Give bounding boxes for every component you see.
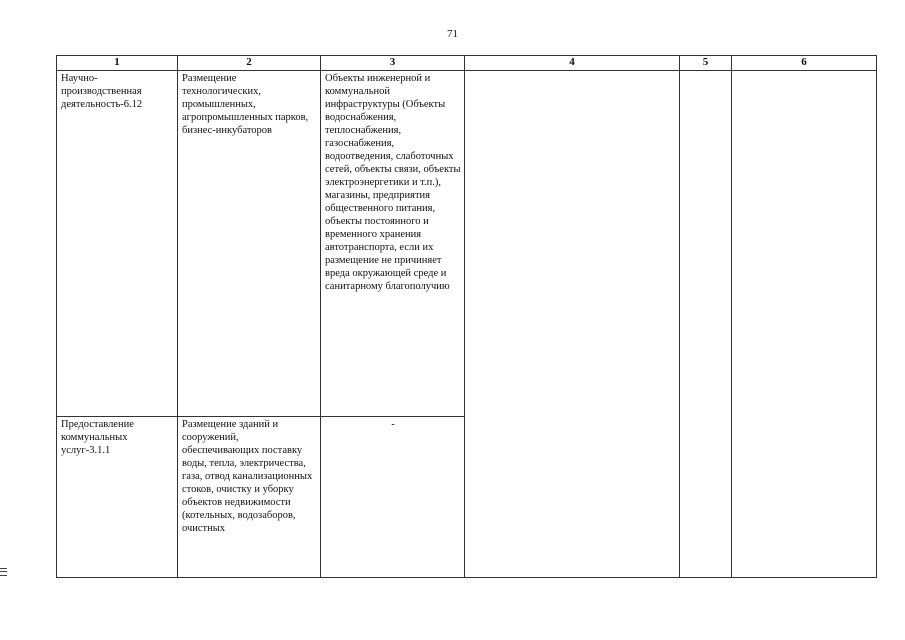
permitted-objects-cell <box>321 417 465 578</box>
column-header-1: 1 <box>57 56 178 71</box>
column-6-cell <box>732 71 877 578</box>
land-use-type-text: Научно-производственная деятельность-6.12 <box>61 73 143 110</box>
column-header-4: 4 <box>465 56 680 71</box>
land-use-type-cell <box>57 71 178 417</box>
description-text: Размещение зданий и сооружений, обеспечивающих поставку воды, тепла, электричества, газа, отвод канализационных стоков, очистку и уборку объектов недвижимости (котельных, водозаборов, очистных <box>182 419 313 534</box>
permitted-objects-cell <box>321 71 465 417</box>
description-text: Размещение технологических, промышленных, агропромышленных парков, бизнес-инкубаторов <box>182 73 309 136</box>
description-cell <box>178 417 321 578</box>
land-use-type-text: Предоставление коммунальных услуг-3.1.1 <box>61 419 134 456</box>
description-cell <box>178 71 321 417</box>
column-header-5: 5 <box>680 56 732 71</box>
table-header-row <box>57 56 877 71</box>
column-4-cell <box>465 71 680 578</box>
column-header-2: 2 <box>178 56 321 71</box>
permitted-objects-text: - <box>391 419 395 430</box>
land-use-type-cell <box>57 417 178 578</box>
column-header-3: 3 <box>321 56 465 71</box>
column-header-6: 6 <box>732 56 877 71</box>
scan-margin-mark <box>0 568 7 576</box>
table-row <box>57 71 877 417</box>
page-number: 71 <box>447 28 458 40</box>
land-use-table <box>56 55 877 578</box>
permitted-objects-text: Объекты инженерной и коммунальной инфраструктуры (Объекты водоснабжения, теплоснабжения, газоснабжения, водоотведения, слаботочных сетей, объекты связи, объекты электроэнергетики и т.п.), магазины, предприятия общественного питания, объекты постоянного и временного хранения автотранспорта, если их размещение не причиняет вреда окружающей среде и санитарному благополучию <box>325 73 461 292</box>
column-5-cell <box>680 71 732 578</box>
